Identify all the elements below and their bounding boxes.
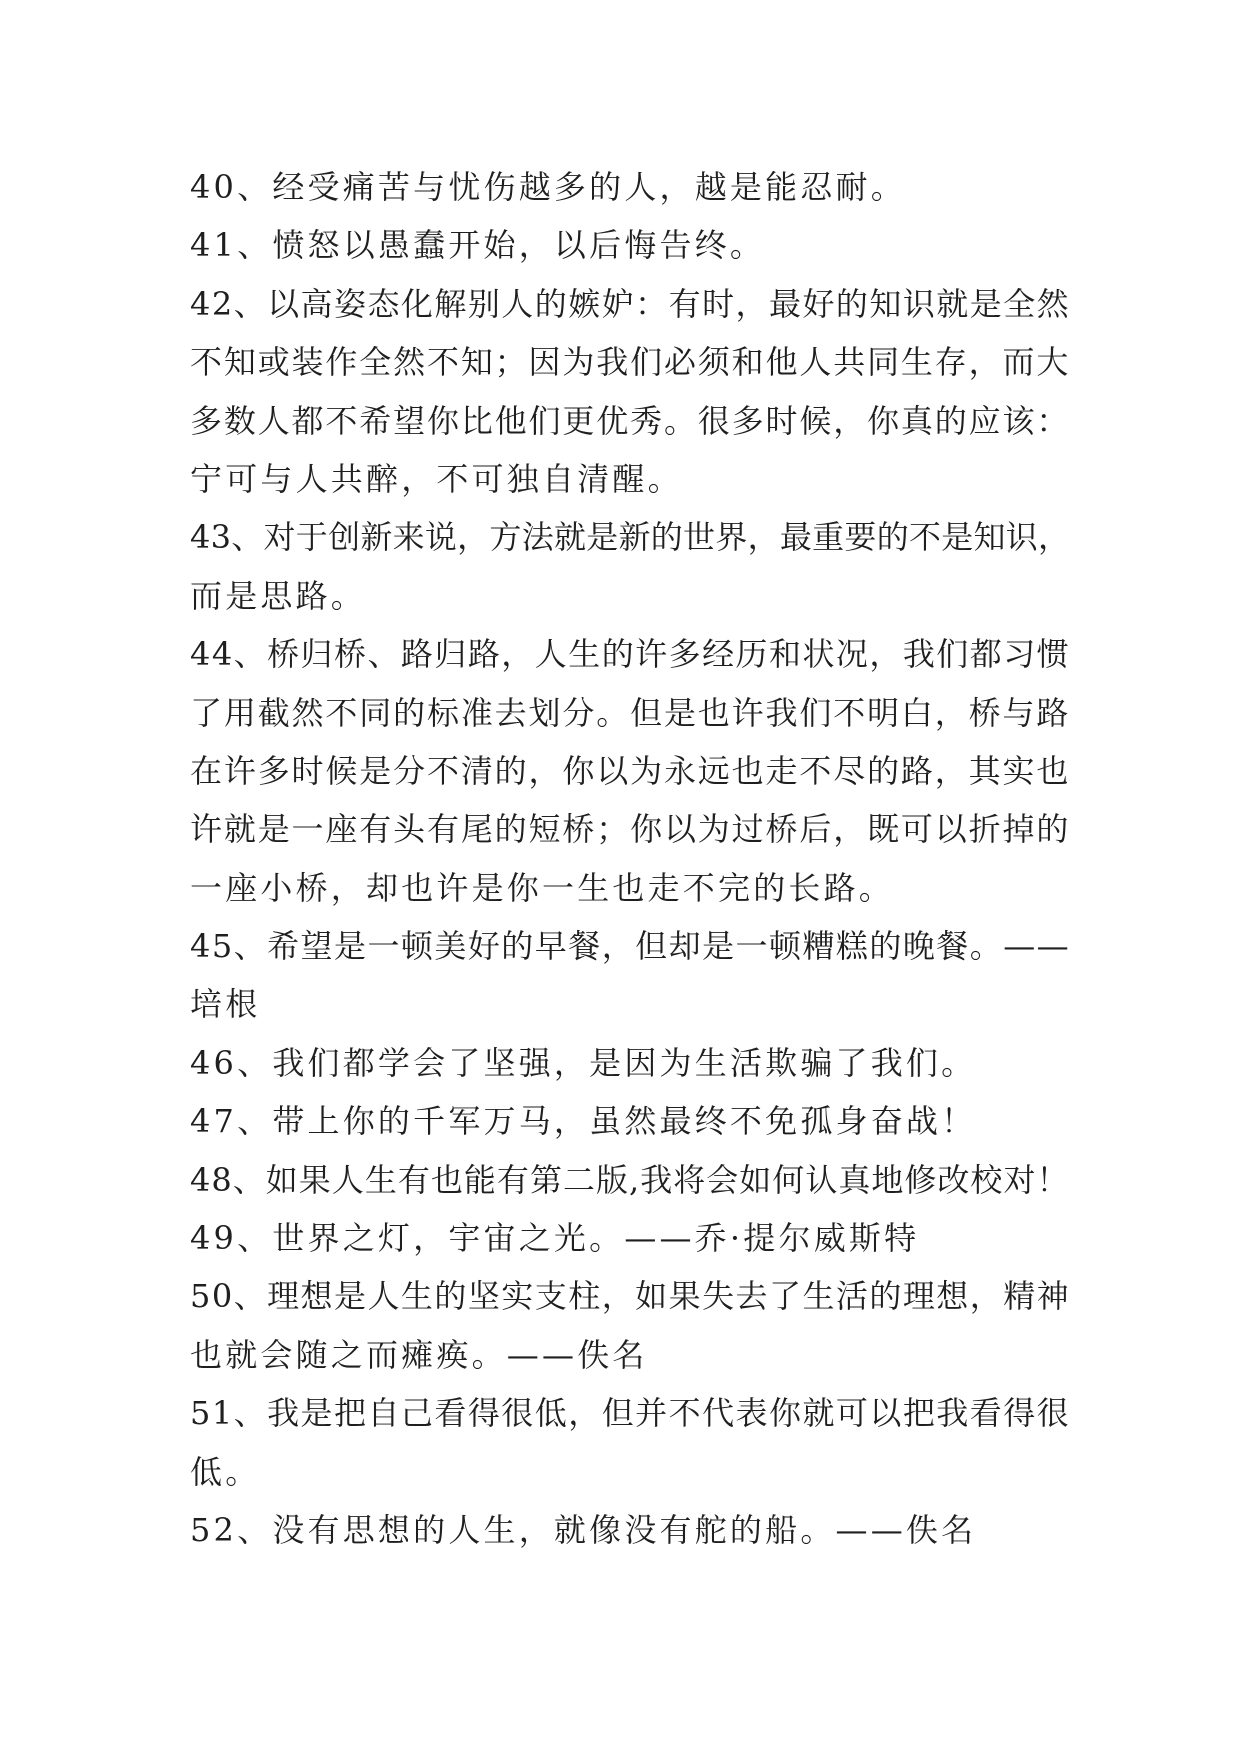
quote-paragraph-41 <box>190 216 1060 274</box>
text-line: 培根 <box>190 985 261 1024</box>
quote-paragraph-52 <box>190 1501 1060 1559</box>
text-line: 不知或装作全然不知；因为我们必须和他人共同生存，而大 <box>190 343 1071 382</box>
quote-paragraph-47 <box>190 1092 1060 1150</box>
text-line: 也就会随之而瘫痪。——佚名 <box>190 1335 648 1374</box>
quote-paragraph-45 <box>190 917 1071 1034</box>
quote-paragraph-48 <box>190 1151 1070 1209</box>
text-line: 46、我们都学会了坚强，是因为生活欺骗了我们。 <box>190 1043 977 1082</box>
quote-paragraph-43 <box>190 508 1071 625</box>
text-line: 45、希望是一顿美好的早餐，但却是一顿糟糕的晚餐。—— <box>190 927 1071 966</box>
text-line: 40、经受痛苦与忧伤越多的人，越是能忍耐。 <box>190 168 906 206</box>
text-line: 低。 <box>190 1452 261 1491</box>
quote-paragraph-42 <box>190 275 1071 509</box>
text-line: 43、对于创新来说，方法就是新的世界，最重要的不是知识， <box>190 518 1071 557</box>
quote-paragraph-49 <box>190 1209 1060 1267</box>
text-line: 42、以高姿态化解别人的嫉妒：有时，最好的知识就是全然 <box>190 284 1071 323</box>
text-line: 一座小桥，却也许是你一生也走不完的长路。 <box>190 868 895 907</box>
text-line: 许就是一座有头有尾的短桥；你以为过桥后，既可以折掉的 <box>190 810 1071 849</box>
text-line: 47、带上你的千军万马，虽然最终不免孤身奋战！ <box>190 1102 977 1141</box>
quote-paragraph-44 <box>190 625 1071 917</box>
text-line: 在许多时候是分不清的，你以为永远也走不尽的路，其实也 <box>190 751 1071 790</box>
quote-paragraph-46 <box>190 1034 1060 1092</box>
text-line: 多数人都不希望你比他们更优秀。很多时候，你真的应该： <box>190 401 1071 440</box>
text-line: 宁可与人共醉，不可独自清醒。 <box>190 459 683 498</box>
text-line: 44、桥归桥、路归路，人生的许多经历和状况，我们都习惯 <box>190 635 1071 674</box>
text-line: 而是思路。 <box>190 576 367 615</box>
text-line: 50、理想是人生的坚实支柱，如果失去了生活的理想，精神 <box>190 1277 1071 1316</box>
text-line: 51、我是把自己看得很低，但并不代表你就可以把我看得很 <box>190 1394 1071 1433</box>
text-line: 了用截然不同的标准去划分。但是也许我们不明白，桥与路 <box>190 693 1071 732</box>
document-body <box>190 158 1071 1559</box>
text-line: 48、如果人生有也能有第二版,我将会如何认真地修改校对！ <box>190 1160 1070 1199</box>
text-line: 52、没有思想的人生，就像没有舵的船。——佚名 <box>190 1510 977 1549</box>
quote-paragraph-50 <box>190 1267 1071 1384</box>
text-line: 41、愤怒以愚蠢开始，以后悔告终。 <box>190 226 766 265</box>
quote-paragraph-51 <box>190 1384 1071 1501</box>
quote-paragraph-40 <box>190 158 1060 216</box>
text-line: 49、世界之灯，宇宙之光。——乔·提尔威斯特 <box>190 1219 920 1258</box>
